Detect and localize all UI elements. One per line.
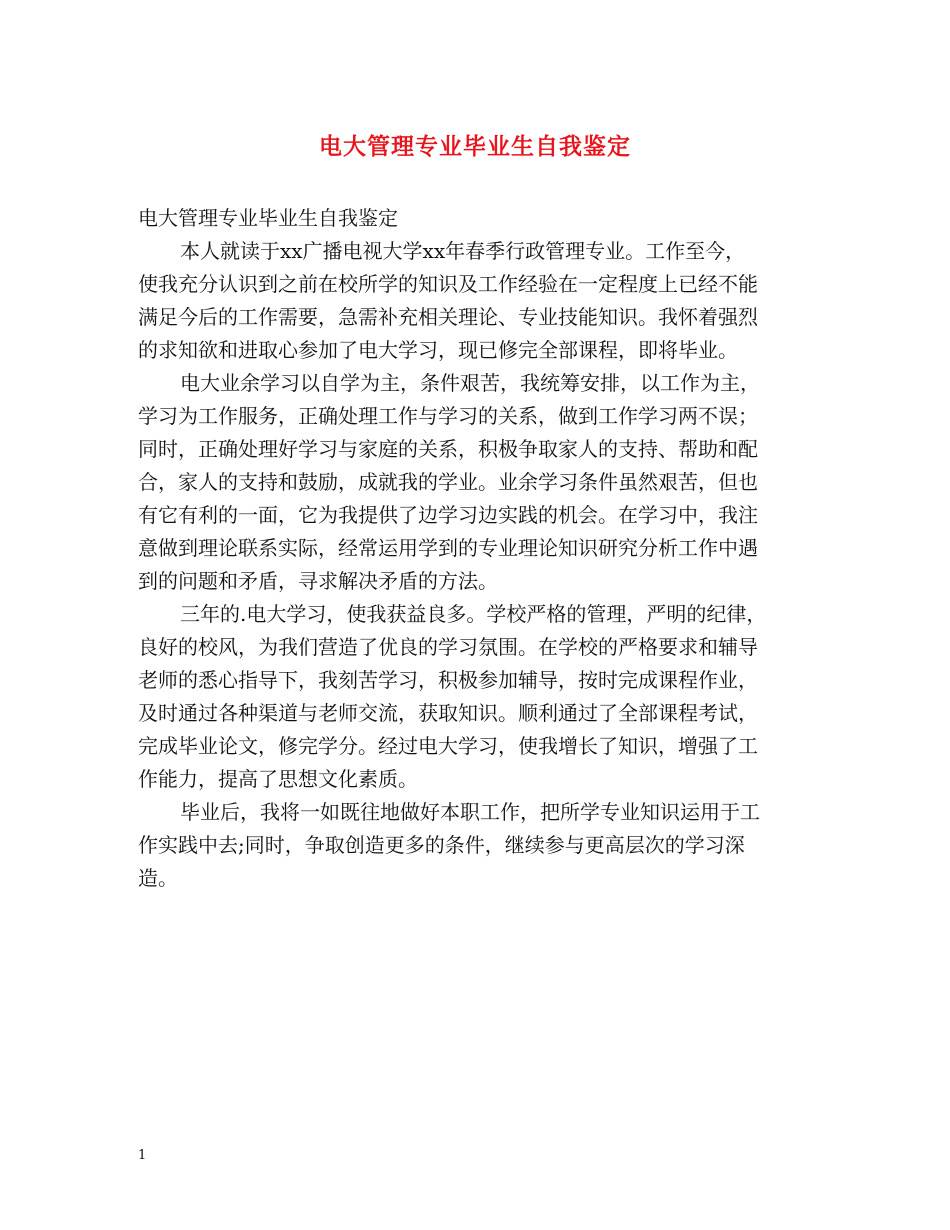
text-line: 的求知欲和进取心参加了电大学习，现已修完全部课程，即将毕业。 <box>138 338 738 362</box>
text-line: 意做到理论联系实际，经常运用学到的专业理论知识研究分析工作中遇 <box>138 536 758 560</box>
text-line: 同时，正确处理好学习与家庭的关系，积极争取家人的支持、帮助和配 <box>138 437 758 461</box>
text-line: 作实践中去;同时，争取创造更多的条件，继续参与更高层次的学习深 <box>138 833 745 857</box>
text-line: 及时通过各种渠道与老师交流，获取知识。顺利通过了全部课程考试， <box>138 701 758 725</box>
text-line: 合，家人的支持和鼓励，成就我的学业。业余学习条件虽然艰苦，但也 <box>138 470 758 494</box>
text-line: 满足今后的工作需要，急需补充相关理论、专业技能知识。我怀着强烈 <box>138 305 758 329</box>
page-number: 1 <box>138 1148 147 1163</box>
document-body <box>138 202 828 895</box>
text-line: 完成毕业论文，修完学分。经过电大学习，使我增长了知识，增强了工 <box>138 734 758 758</box>
text-line: 造。 <box>138 866 178 890</box>
text-line: 老师的悉心指导下，我刻苦学习，积极参加辅导，按时完成课程作业， <box>138 668 758 692</box>
text-line: 作能力，提高了思想文化素质。 <box>138 767 418 791</box>
text-line: 良好的校风，为我们营造了优良的学习氛围。在学校的严格要求和辅导 <box>138 635 758 659</box>
text-line: 有它有利的一面，它为我提供了边学习边实践的机会。在学习中，我注 <box>138 503 758 527</box>
text-line: 三年的.电大学习，使我获益良多。学校严格的管理，严明的纪律， <box>180 602 767 626</box>
text-line: 电大业余学习以自学为主，条件艰苦，我统筹安排，以工作为主， <box>180 371 760 395</box>
document-title: 电大管理专业毕业生自我鉴定 <box>319 133 631 160</box>
text-line: 电大管理专业毕业生自我鉴定 <box>138 206 398 230</box>
text-line: 使我充分认识到之前在校所学的知识及工作经验在一定程度上已经不能 <box>138 272 758 296</box>
text-line: 毕业后，我将一如既往地做好本职工作，把所学专业知识运用于工 <box>180 800 760 824</box>
text-line: 学习为工作服务，正确处理工作与学习的关系，做到工作学习两不误； <box>138 404 758 428</box>
text-line: 到的问题和矛盾，寻求解决矛盾的方法。 <box>138 569 498 593</box>
text-line: 本人就读于xx广播电视大学xx年春季行政管理专业。工作至今， <box>180 239 746 263</box>
